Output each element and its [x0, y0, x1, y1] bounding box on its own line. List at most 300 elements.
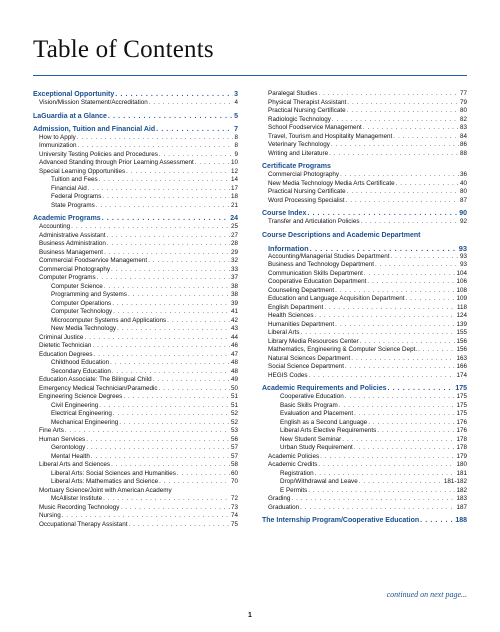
dot-leader [354, 444, 456, 453]
toc-entry-label: Practical Nursing Certificate [268, 107, 346, 114]
toc-entry-label: Fine Arts [39, 427, 64, 434]
dot-leader [346, 197, 459, 206]
dot-leader [94, 351, 230, 360]
toc-entry[interactable] [262, 487, 467, 496]
toc-entry[interactable] [262, 312, 467, 321]
toc-entry-label: State Programs [51, 201, 95, 209]
dot-leader [107, 240, 230, 249]
toc-entry-page: 109 [456, 295, 467, 302]
dot-leader [375, 261, 459, 270]
toc-entry[interactable] [262, 329, 467, 338]
toc-entry[interactable] [33, 487, 238, 496]
toc-entry[interactable] [33, 453, 238, 462]
toc-entry[interactable] [33, 274, 238, 283]
toc-entry[interactable] [33, 257, 238, 266]
dot-leader [92, 342, 230, 351]
dot-leader [360, 338, 456, 347]
toc-entry-page: 10 [230, 159, 238, 166]
toc-entry[interactable] [33, 202, 238, 211]
page-title: Table of Contents [33, 36, 214, 63]
toc-entry[interactable] [262, 197, 467, 206]
toc-entry[interactable] [262, 287, 467, 296]
toc-entry-label: How to Apply [39, 133, 76, 141]
toc-entry-page: 4 [234, 99, 238, 106]
toc-entry[interactable] [33, 291, 238, 300]
toc-entry[interactable] [33, 223, 238, 232]
toc-entry-page: 48 [230, 359, 238, 366]
dot-leader [388, 384, 455, 393]
toc-entry-label: Dietetic Technician [39, 342, 92, 349]
dot-leader [406, 295, 456, 304]
toc-entry-label: Computer Operations [51, 299, 112, 307]
toc-entry-page: 48 [230, 367, 238, 375]
toc-entry-page: 86 [459, 141, 467, 148]
toc-entry[interactable] [262, 244, 467, 253]
toc-entry[interactable] [33, 393, 238, 402]
toc-entry[interactable] [262, 295, 467, 304]
toc-entry[interactable] [33, 512, 238, 521]
toc-entry-page: 24 [230, 215, 238, 222]
toc-entry[interactable] [33, 112, 238, 121]
toc-entry-label: Computer Technology [51, 308, 113, 315]
toc-entry-page: 104 [456, 269, 467, 277]
toc-entry-page: 174 [456, 371, 467, 379]
toc-entry-page: 21 [230, 201, 238, 209]
toc-entry-page: 70 [230, 478, 238, 485]
toc-entry-page: 83 [459, 124, 467, 131]
toc-entry-page: 56 [230, 435, 238, 443]
toc-entry-page: 155 [456, 329, 467, 336]
dot-leader [123, 393, 230, 402]
dot-leader [354, 410, 455, 419]
toc-entry-page: 49 [230, 376, 238, 383]
toc-entry[interactable] [262, 355, 467, 364]
dot-leader [418, 346, 455, 355]
dot-leader [111, 461, 230, 470]
toc-entry[interactable] [262, 346, 467, 355]
toc-entry-label: Veterinary Technology [268, 141, 330, 148]
toc-entry[interactable] [262, 363, 467, 372]
toc-entry-label: Cooperative Education Department [268, 278, 367, 285]
toc-entry-label: Education Degrees [39, 350, 93, 358]
toc-entry[interactable] [33, 317, 238, 326]
toc-entry-label: Liberal Arts: Mathematics and Science [51, 478, 159, 485]
toc-entry[interactable] [33, 134, 238, 143]
toc-entry[interactable] [262, 419, 467, 428]
dot-leader [345, 363, 456, 372]
toc-entry-label: Paralegal Studies [268, 90, 318, 97]
dot-leader [364, 270, 456, 279]
toc-entry[interactable] [262, 99, 467, 108]
toc-entry[interactable] [33, 368, 238, 377]
toc-entry-page: 74 [230, 512, 238, 519]
dot-leader [119, 419, 230, 428]
toc-entry[interactable] [262, 133, 467, 142]
toc-entry[interactable] [262, 107, 467, 116]
toc-entry[interactable] [33, 436, 238, 445]
dot-leader [345, 393, 456, 402]
toc-entry-label: Transfer and Articulation Policies [268, 218, 360, 225]
dot-leader [153, 376, 230, 385]
toc-entry[interactable] [262, 453, 467, 462]
toc-entry[interactable] [262, 90, 467, 99]
toc-entry[interactable] [33, 376, 238, 385]
toc-entry-page: 32 [230, 257, 238, 264]
toc-entry-page: 46 [230, 342, 238, 349]
toc-entry[interactable] [33, 521, 238, 530]
toc-entry-label: Liberal Arts and Sciences [39, 461, 111, 468]
toc-entry-page: 5 [234, 112, 238, 120]
toc-entry[interactable] [262, 427, 467, 436]
toc-entry[interactable] [262, 278, 467, 287]
toc-entry-label: New Student Seminar [280, 435, 342, 443]
continued-note: continued on next page... [386, 590, 467, 599]
toc-entry[interactable] [33, 168, 238, 177]
toc-entry[interactable] [262, 444, 467, 453]
toc-entry[interactable] [262, 150, 467, 159]
dot-leader [318, 90, 459, 99]
toc-entry[interactable] [262, 141, 467, 150]
toc-entry-label: Immunization [39, 142, 77, 149]
toc-entry-page: 88 [459, 149, 467, 157]
toc-entry-label: Computer Programs [39, 274, 96, 281]
toc-entry[interactable] [262, 384, 467, 393]
toc-entry-label: New Media Technology Media Arts Certificate [268, 179, 395, 187]
dot-leader [310, 244, 458, 253]
toc-entry-page: 90 [459, 210, 467, 217]
toc-entry[interactable] [262, 162, 467, 171]
toc-entry[interactable] [33, 266, 238, 275]
toc-entry[interactable] [262, 321, 467, 330]
dot-leader [115, 90, 233, 99]
toc-entry-label: Radiologic Technology [268, 115, 331, 123]
dot-leader [71, 223, 230, 232]
toc-entry-label: Programming and Systems [51, 291, 127, 298]
toc-right-column [262, 90, 467, 525]
toc-entry[interactable] [33, 419, 238, 428]
dot-leader [117, 325, 230, 334]
toc-entry-label: English as a Second Language [280, 418, 368, 426]
dot-leader [120, 504, 230, 513]
toc-entry[interactable] [262, 461, 467, 470]
dot-leader [377, 427, 455, 436]
toc-entry[interactable] [33, 495, 238, 504]
toc-entry-label: Drop/Withdrawal and Leave [280, 478, 358, 485]
toc-entry-page: 139 [456, 320, 467, 328]
toc-entry-page: 176 [456, 418, 467, 426]
toc-entry-label: Cooperative Education [280, 393, 344, 400]
toc-entry[interactable] [33, 359, 238, 368]
dot-leader [301, 329, 456, 338]
toc-entry[interactable] [262, 504, 467, 513]
toc-entry-label: Humanities Department [268, 320, 335, 328]
toc-entry[interactable] [262, 231, 467, 240]
toc-entry-page: 36 [459, 171, 467, 178]
toc-entry[interactable] [33, 176, 238, 185]
toc-entry-label: Secondary Education [51, 367, 111, 375]
dot-leader [351, 355, 455, 364]
dot-leader [360, 218, 459, 227]
toc-entry-page: 33 [230, 265, 238, 273]
toc-entry-page: 92 [459, 218, 467, 225]
toc-entry-page: 8 [234, 133, 238, 141]
toc-entry[interactable] [262, 171, 467, 180]
dot-leader [177, 470, 230, 479]
dot-leader [104, 249, 230, 258]
toc-entry[interactable] [33, 142, 238, 151]
toc-entry[interactable] [33, 427, 238, 436]
toc-entry[interactable] [33, 470, 238, 479]
dot-leader [77, 142, 233, 151]
toc-entry[interactable] [33, 214, 238, 223]
toc-entry-label: Health Sciences [268, 312, 314, 319]
toc-entry-label: Grading [268, 495, 291, 502]
toc-entry-page: 79 [459, 98, 467, 106]
toc-entry[interactable] [33, 90, 238, 99]
toc-entry-label: Evaluation and Placement [280, 410, 354, 417]
dot-leader [103, 495, 230, 504]
toc-entry-page: 75 [230, 520, 238, 528]
toc-entry-label: Academic Credits [268, 461, 318, 468]
dot-leader [110, 359, 230, 368]
toc-entry[interactable] [33, 461, 238, 470]
toc-entry-page: 18 [230, 193, 238, 200]
toc-entry[interactable] [262, 180, 467, 189]
toc-entry-label: Criminal Justice [39, 333, 84, 341]
toc-entry-label: Academic Requirements and Policies [262, 385, 387, 392]
dot-leader [315, 470, 456, 479]
toc-left-column [33, 90, 238, 529]
toc-entry-label: Microcomputer Systems and Applications [51, 316, 167, 324]
title-rule [33, 75, 467, 76]
toc-entry[interactable] [262, 124, 467, 133]
toc-entry-label: Certificate Programs [262, 163, 331, 170]
toc-entry-page: 52 [230, 418, 238, 426]
dot-leader [97, 274, 230, 283]
toc-entry[interactable] [262, 116, 467, 125]
toc-entry[interactable] [262, 516, 467, 525]
toc-entry[interactable] [262, 372, 467, 381]
toc-entry-label: Basic Skills Program [280, 401, 338, 409]
toc-entry[interactable] [262, 218, 467, 227]
toc-entry-label: Accounting [39, 223, 71, 230]
toc-entry-page: 38 [230, 282, 238, 290]
toc-entry[interactable] [262, 470, 467, 479]
toc-entry[interactable] [33, 193, 238, 202]
toc-entry-label: Education Associate: The Bilingual Child [39, 376, 152, 383]
toc-entry-page: 179 [456, 452, 467, 460]
toc-entry-page: 27 [230, 231, 238, 239]
toc-entry[interactable] [262, 270, 467, 279]
toc-entry[interactable] [33, 342, 238, 351]
toc-entry-label: LaGuardia at a Glance [33, 112, 107, 120]
dot-leader [332, 116, 459, 125]
toc-entry-page: 182 [456, 486, 467, 494]
dot-leader [112, 368, 230, 377]
dot-leader [309, 372, 456, 381]
toc-entry[interactable] [262, 402, 467, 411]
toc-entry-page: 175 [455, 385, 467, 392]
toc-entry-label: Mortuary Science/Joint with American Academy [39, 486, 172, 494]
dot-leader [420, 516, 454, 525]
toc-entry[interactable] [33, 283, 238, 292]
toc-entry-page: 82 [459, 115, 467, 123]
toc-entry[interactable] [33, 351, 238, 360]
toc-entry[interactable] [262, 436, 467, 445]
toc-entry-page: 183 [456, 495, 467, 502]
dot-leader [315, 312, 456, 321]
dot-leader [159, 385, 230, 394]
toc-entry-label: Exceptional Opportunity [33, 91, 115, 98]
toc-entry-page: 40 [459, 179, 467, 187]
dot-leader [128, 521, 230, 530]
toc-entry-label: Course Descriptions and Academic Department [262, 231, 421, 239]
toc-entry[interactable] [33, 504, 238, 513]
toc-entry-page: 38 [230, 291, 238, 298]
toc-entry-page: 181-182 [443, 478, 467, 485]
dot-leader [347, 107, 459, 116]
toc-entry-label: Physical Therapist Assistant [268, 98, 347, 106]
toc-entry[interactable] [33, 125, 238, 134]
toc-entry[interactable] [33, 240, 238, 249]
toc-entry-page: 175 [456, 401, 467, 409]
toc-entry-label: English Department [268, 303, 324, 311]
toc-entry-page: 175 [456, 393, 467, 400]
toc-entry-page: 52 [230, 410, 238, 417]
dot-leader [300, 504, 455, 513]
toc-entry-page: 25 [230, 223, 238, 230]
toc-entry[interactable] [33, 325, 238, 334]
toc-entry[interactable] [33, 444, 238, 453]
toc-entry-page: 9 [234, 150, 238, 158]
toc-entry[interactable] [33, 151, 238, 160]
dot-leader [84, 334, 230, 343]
dot-leader [86, 444, 230, 453]
toc-entry-label: Writing and Literature [268, 149, 329, 157]
toc-entry[interactable] [33, 410, 238, 419]
toc-entry-label: Vision/Mission Statement/Accreditation [39, 99, 148, 106]
toc-entry-label: Engineering Science Degrees [39, 393, 123, 400]
toc-entry[interactable] [33, 385, 238, 394]
toc-entry-label: Special Learning Opportunities [39, 167, 126, 175]
toc-entry-label: Commercial Photography [39, 265, 111, 273]
toc-entry-page: 12 [230, 167, 238, 175]
toc-entry-label: McAllister Institute [51, 495, 103, 502]
dot-leader [342, 436, 455, 445]
toc-entry[interactable] [262, 253, 467, 262]
dot-leader [128, 291, 230, 300]
toc-entry-label: Urban Study Requirement [280, 444, 353, 451]
toc-entry-label: Emergency Medical Technician/Paramedic [39, 384, 158, 392]
dot-leader [307, 209, 458, 218]
toc-entry-page: 93 [459, 252, 467, 260]
toc-entry-page: 188 [455, 517, 467, 524]
toc-entry[interactable] [262, 410, 467, 419]
toc-entry[interactable] [33, 308, 238, 317]
toc-entry-page: 106 [456, 278, 467, 285]
toc-entry-label: Occupational Therapy Assistant [39, 520, 128, 528]
toc-entry-label: Library Media Resources Center [268, 337, 359, 345]
toc-entry[interactable] [262, 478, 467, 487]
toc-entry[interactable] [262, 188, 467, 197]
toc-entry-page: 51 [230, 401, 238, 409]
toc-entry[interactable] [262, 495, 467, 504]
toc-entry-page: 187 [456, 503, 467, 511]
toc-entry-label: Mathematics, Engineering & Computer Science Dept. [268, 346, 418, 353]
dot-leader [113, 308, 230, 317]
toc-entry-label: New Media Technology [51, 325, 116, 332]
toc-entry[interactable] [33, 159, 238, 168]
toc-entry-page: 60 [230, 469, 238, 477]
dot-leader [340, 171, 459, 180]
toc-entry-page: 53 [230, 427, 238, 434]
toc-entry-label: Mental Health [51, 452, 90, 460]
dot-leader [368, 419, 455, 428]
toc-entry[interactable] [262, 209, 467, 218]
toc-entry-page: 80 [459, 107, 467, 114]
toc-entry-label: Counseling Department [268, 286, 335, 294]
dot-leader [91, 453, 230, 462]
dot-leader [113, 410, 230, 419]
toc-entry-page: 37 [230, 274, 238, 281]
toc-entry-label: Academic Policies [268, 452, 320, 460]
toc-entry[interactable] [33, 300, 238, 309]
toc-entry-label: Communication Skills Department [268, 269, 363, 277]
dot-leader [324, 304, 456, 313]
toc-entry-label: Education and Language Acquisition Department [268, 295, 405, 302]
toc-entry-page: 80 [459, 188, 467, 195]
toc-entry[interactable] [33, 402, 238, 411]
dot-leader [393, 133, 459, 142]
toc-entry[interactable] [33, 99, 238, 108]
toc-entry-page: 181 [456, 469, 467, 477]
dot-leader [86, 436, 230, 445]
toc-entry-label: Admission, Tuition and Financial Aid [33, 125, 156, 133]
toc-entry[interactable] [262, 338, 467, 347]
toc-entry[interactable] [262, 304, 467, 313]
dot-leader [331, 141, 459, 150]
toc-entry[interactable] [33, 185, 238, 194]
toc-entry-page: 176 [456, 427, 467, 434]
dot-leader [62, 512, 230, 521]
toc-entry-label: HEGIS Codes [268, 371, 308, 379]
toc-entry-label: Liberal Arts: Social Sciences and Humanities [51, 469, 176, 477]
toc-entry-label: Commercial Photography [268, 171, 340, 178]
dot-leader [367, 278, 455, 287]
toc-entry[interactable] [33, 232, 238, 241]
toc-entry[interactable] [262, 261, 467, 270]
toc-entry-label: Gerontology [51, 444, 86, 451]
dot-leader [102, 214, 230, 223]
toc-entry[interactable] [33, 478, 238, 487]
toc-entry-label: Accounting/Managerial Studies Department [268, 252, 390, 260]
toc-entry-label: Advanced Standing through Prior Learning Assessment [39, 159, 194, 166]
dot-leader [159, 151, 234, 160]
toc-entry[interactable] [262, 393, 467, 402]
dot-leader [329, 150, 459, 159]
toc-entry[interactable] [33, 249, 238, 258]
dot-leader [335, 287, 455, 296]
dot-leader [318, 461, 455, 470]
toc-entry-label: Federal Programs [51, 193, 102, 200]
toc-entry-page: 118 [456, 303, 467, 311]
dot-leader [111, 266, 230, 275]
toc-entry[interactable] [33, 334, 238, 343]
dot-leader [108, 112, 233, 121]
toc-entry-page: 28 [230, 240, 238, 247]
toc-entry-label: Administrative Assistant [39, 231, 106, 239]
dot-leader [320, 453, 455, 462]
